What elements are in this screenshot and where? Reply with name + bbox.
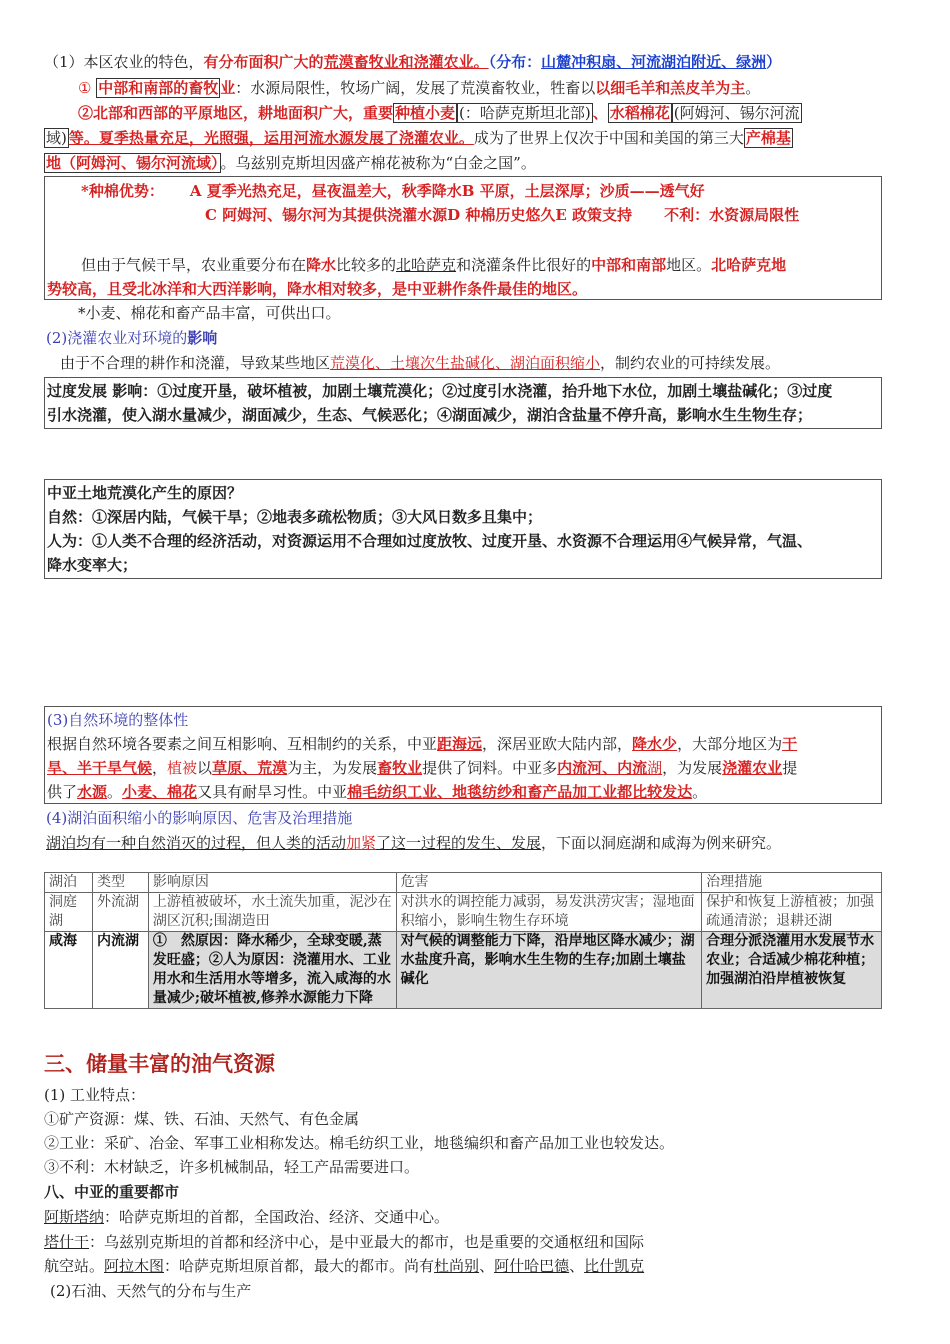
- text: 供了: [47, 783, 78, 801]
- desertification-question: 中亚土地荒漠化产生的原因？: [47, 484, 243, 502]
- text: 地区。: [666, 256, 712, 274]
- text: 旱、半干旱气候: [47, 759, 153, 777]
- overdevelopment-row-2: 引水浇灌，使入湖水量减少，湖面减少，生态、气候恶化；④湖面减少，湖泊含盐量不停升高，影响水生生物生存；: [47, 406, 813, 424]
- text: 阿斯塔纳: [44, 1208, 105, 1226]
- text: ：乌兹别克斯坦的首都和经济中心，是中亚最大的都市，也是重要的交通枢纽和国际: [89, 1233, 645, 1251]
- cotton-advantage-row-3: [81, 253, 786, 277]
- text: 加紧: [346, 834, 377, 852]
- text: 植被: [167, 759, 198, 777]
- table-header-row: [45, 873, 882, 893]
- table-cell: 对洪水的调控能力减弱，易发洪涝灾害；湿地面积缩小，影响生物生存环境: [396, 893, 702, 932]
- text: 荒漠畜牧业和浇灌农业。: [323, 53, 489, 71]
- integrity-row-3: [47, 780, 707, 804]
- city-tashkent: [44, 1230, 644, 1254]
- industry-minerals: ①矿产资源：煤、铁、石油、天然气、有色金属: [44, 1110, 360, 1128]
- text: 内流河、内流: [557, 759, 648, 777]
- table-cell: 内流湖: [92, 932, 148, 1009]
- text: 由于不合理的耕作和浇灌，导致某些地区: [60, 354, 331, 372]
- table-cell: 合理分派浇灌用水发展节水农业；合适减少棉花种植；加强湖泊沿岸植被恢复: [702, 932, 882, 1009]
- industry-sectors: ②工业：采矿、冶金、军事工业相称发达。棉毛纺织工业，地毯编织和畜产品加工业也较发达。: [44, 1134, 675, 1152]
- text: 草原、荒漠: [212, 759, 288, 777]
- cotton-advantage-row-1: [81, 179, 705, 203]
- text: ）: [766, 53, 782, 71]
- text: 畜牧业: [377, 759, 423, 777]
- text: 比什凯克: [584, 1257, 645, 1275]
- text: ，为发展: [662, 759, 723, 777]
- agri-feature-line-3: [78, 101, 802, 125]
- text: 航空站。: [44, 1257, 105, 1275]
- text: 。乌兹别克斯坦因盛产棉花被称为“白金之国”。: [220, 154, 536, 172]
- text: (：哈萨克斯坦北部): [459, 104, 591, 122]
- desertification-human: 人为：①人类不合理的经济活动，对资源运用不合理如过度放牧、过度开垦、水资源不合理运用④气候异常，气温、: [47, 532, 813, 550]
- text: 降水少: [632, 735, 678, 753]
- text: ②北部和西部的平原地区，耕地面积广大，重要: [78, 104, 394, 122]
- text: 干: [782, 735, 798, 753]
- text: 中部和南部: [591, 256, 667, 274]
- integrity-row-2: [47, 756, 797, 780]
- table-header: 治理措施: [702, 873, 882, 893]
- integrity-title: (3)自然环境的整体性: [47, 711, 189, 729]
- text: 业: [220, 79, 236, 97]
- desertification-natural: 自然：①深居内陆，气候干旱；②地表多疏松物质；③大风日数多且集中；: [47, 508, 543, 526]
- text: 水稻棉花: [609, 104, 670, 122]
- text: 湖泊均有一种自然消灭的过程，但人类的活动: [46, 834, 347, 852]
- text: 阿拉木图: [104, 1257, 165, 1275]
- text: 水源: [77, 783, 108, 801]
- table-cell: 保护和恢复上游植被；加强疏通清淤；退耕还湖: [702, 893, 882, 932]
- text: 以: [197, 759, 213, 777]
- table-row: [45, 893, 882, 932]
- text: 。: [107, 783, 123, 801]
- text: ：哈萨克斯坦的首都，全国政治、经济、交通中心。: [104, 1208, 450, 1226]
- agri-feature-line-2: [78, 76, 760, 100]
- table-cell: 上游植被破坏，水土流失加重，泥沙在湖区沉积;围湖造田: [148, 893, 396, 932]
- text: ：水源局限性，牧场广阔，发展了荒漠畜牧业，牲畜以: [235, 79, 596, 97]
- overdevelopment-row-1: 过度发展 影响：①过度开垦，破坏植被，加剧土壤荒漠化；②过度引水浇灌，抬升地下水位，加剧土壤盐碱化；③过度: [47, 382, 833, 400]
- text: 成为了世界上仅次于中国和美国的第三大: [473, 129, 744, 147]
- text: ，大部分地区为: [677, 735, 783, 753]
- text: 湖: [647, 759, 663, 777]
- industry-disadvantage: ③不利：木材缺乏，许多机械制品，轻工产品需要进口。: [44, 1158, 420, 1176]
- desertification-box: [44, 479, 882, 579]
- text: 以细毛羊和羔皮羊为主: [595, 79, 746, 97]
- text: 降水: [306, 256, 337, 274]
- text: A 夏季光热充足，昼夜温差大，秋季降水B 平原，土层深厚；沙质——透气好: [189, 182, 705, 200]
- table-header: 类型: [92, 873, 148, 893]
- text: 中部和南部的畜牧: [98, 79, 219, 97]
- text: *种棉优势：: [81, 182, 164, 200]
- text: 棉毛纺织工业、地毯纺纱和畜产品加工业都比较发达: [347, 783, 693, 801]
- text: 了这一过程的发生、发展: [376, 834, 542, 852]
- irrigation-impact-title: [46, 326, 217, 350]
- integrity-box: [44, 706, 882, 804]
- text: 根据自然环境各要素之间互相影响、互相制约的关系，中亚: [47, 735, 438, 753]
- text: 、: [592, 104, 608, 122]
- section-heading-oil-gas: 三、储量丰富的油气资源: [44, 1052, 275, 1076]
- text: (2)浇灌农业对环境的: [46, 329, 188, 347]
- text: 地（阿姆河、锡尔河流域）: [46, 154, 219, 172]
- text: 北哈萨克: [396, 256, 457, 274]
- text: 塔什干: [44, 1233, 90, 1251]
- text: 小麦、棉花: [122, 783, 198, 801]
- overdevelopment-box: [44, 377, 882, 429]
- text: 提供了饲料。中亚多: [422, 759, 558, 777]
- text: 杜尚别: [434, 1257, 480, 1275]
- text: 比较多的: [336, 256, 397, 274]
- text: 提: [782, 759, 798, 777]
- text: 。: [692, 783, 708, 801]
- text: ①: [78, 79, 92, 97]
- agri-feature-line-5: [44, 151, 536, 175]
- text: 域): [46, 129, 67, 147]
- text: 荒漠化、土壤次生盐碱化、湖泊面积缩小: [330, 354, 601, 372]
- agri-feature-line-1: [44, 50, 781, 74]
- text: （分布：: [488, 53, 542, 71]
- table-cell: 洞庭湖: [45, 893, 93, 932]
- table-row: [45, 932, 882, 1009]
- text: 、: [569, 1257, 585, 1275]
- text: 北哈萨克地: [711, 256, 787, 274]
- text: 阿什哈巴德: [494, 1257, 570, 1275]
- city-almaty: [44, 1254, 644, 1278]
- text: ：哈萨克斯坦原首都，最大的都市。尚有: [164, 1257, 435, 1275]
- text: 浇灌农业: [722, 759, 783, 777]
- text: 等。夏季热量充足，光照强，运用河流水源发展了浇灌农业。: [68, 129, 474, 147]
- table-header: 危害: [396, 873, 702, 893]
- text: 有分布面积广大的: [203, 53, 324, 71]
- text: ，: [152, 759, 168, 777]
- text: 距海远: [437, 735, 483, 753]
- cotton-advantage-row-4: 势较高，且受北冰洋和大西洋影响，降水相对较多，是中亚耕作条件最佳的地区。: [47, 280, 588, 298]
- cotton-advantage-box: [44, 176, 882, 300]
- oil-gas-subtitle: (2)石油、天然气的分布与生产: [50, 1282, 252, 1300]
- text: (阿姆河、锡尔河流: [673, 104, 800, 122]
- table-cell: ① 然原因：降水稀少，全球变暖,蒸发旺盛；②人为原因：浇灌用水、工业用水和生活用水等增多，流入咸海的水量减少;破坏植被,修养水源能力下降: [148, 932, 396, 1009]
- text: 又具有耐旱习性。中亚: [197, 783, 348, 801]
- table-header: 湖泊: [45, 873, 93, 893]
- lake-shrink-intro: [46, 831, 781, 855]
- text: 为主，为发展: [287, 759, 378, 777]
- lake-comparison-table: [44, 872, 882, 1009]
- agri-feature-line-4: [44, 126, 793, 150]
- text: ，深居亚欧大陆内部，: [482, 735, 633, 753]
- text: 、: [479, 1257, 495, 1275]
- text: ，制约农业的可持续发展。: [600, 354, 781, 372]
- table-cell: 外流湖: [92, 893, 148, 932]
- table-cell: 对气候的调整能力下降，沿岸地区降水减少；湖水盐度升高，影响水生生物的生存;加剧土壤盐碱化: [396, 932, 702, 1009]
- text: 种植小麦: [395, 104, 456, 122]
- text: 山麓冲积扇、河流湖泊附近、绿洲: [541, 53, 767, 71]
- industry-title: (1) 工业特点：: [44, 1086, 146, 1104]
- text: 和浇灌条件比很好的: [456, 256, 592, 274]
- text: 。: [745, 79, 761, 97]
- table-cell: 咸海: [45, 932, 93, 1009]
- text: 产棉基: [745, 129, 791, 147]
- text: 不利：水资源局限性: [664, 206, 800, 224]
- lake-shrink-title: (4)湖泊面积缩小的影响原因、危害及治理措施: [46, 809, 353, 827]
- cotton-advantage-row-2: [205, 203, 799, 227]
- export-note: *小麦、棉花和畜产品丰富，可供出口。: [78, 304, 341, 322]
- desertification-human-cont: 降水变率大；: [47, 556, 138, 574]
- table-header: 影响原因: [148, 873, 396, 893]
- city-astana: [44, 1205, 449, 1229]
- text: （1）本区农业的特色，: [44, 53, 204, 71]
- irrigation-impact-line: [60, 351, 780, 375]
- text: 影响: [187, 329, 218, 347]
- text: ，下面以洞庭湖和咸海为例来研究。: [541, 834, 782, 852]
- section-heading-cities: 八、中亚的重要都市: [44, 1183, 180, 1201]
- text: 但由于气候干旱，农业重要分布在: [81, 256, 307, 274]
- text: C 阿姆河、锡尔河为其提供浇灌水源D 种棉历史悠久E 政策支持: [205, 206, 633, 224]
- integrity-row-1: [47, 732, 797, 756]
